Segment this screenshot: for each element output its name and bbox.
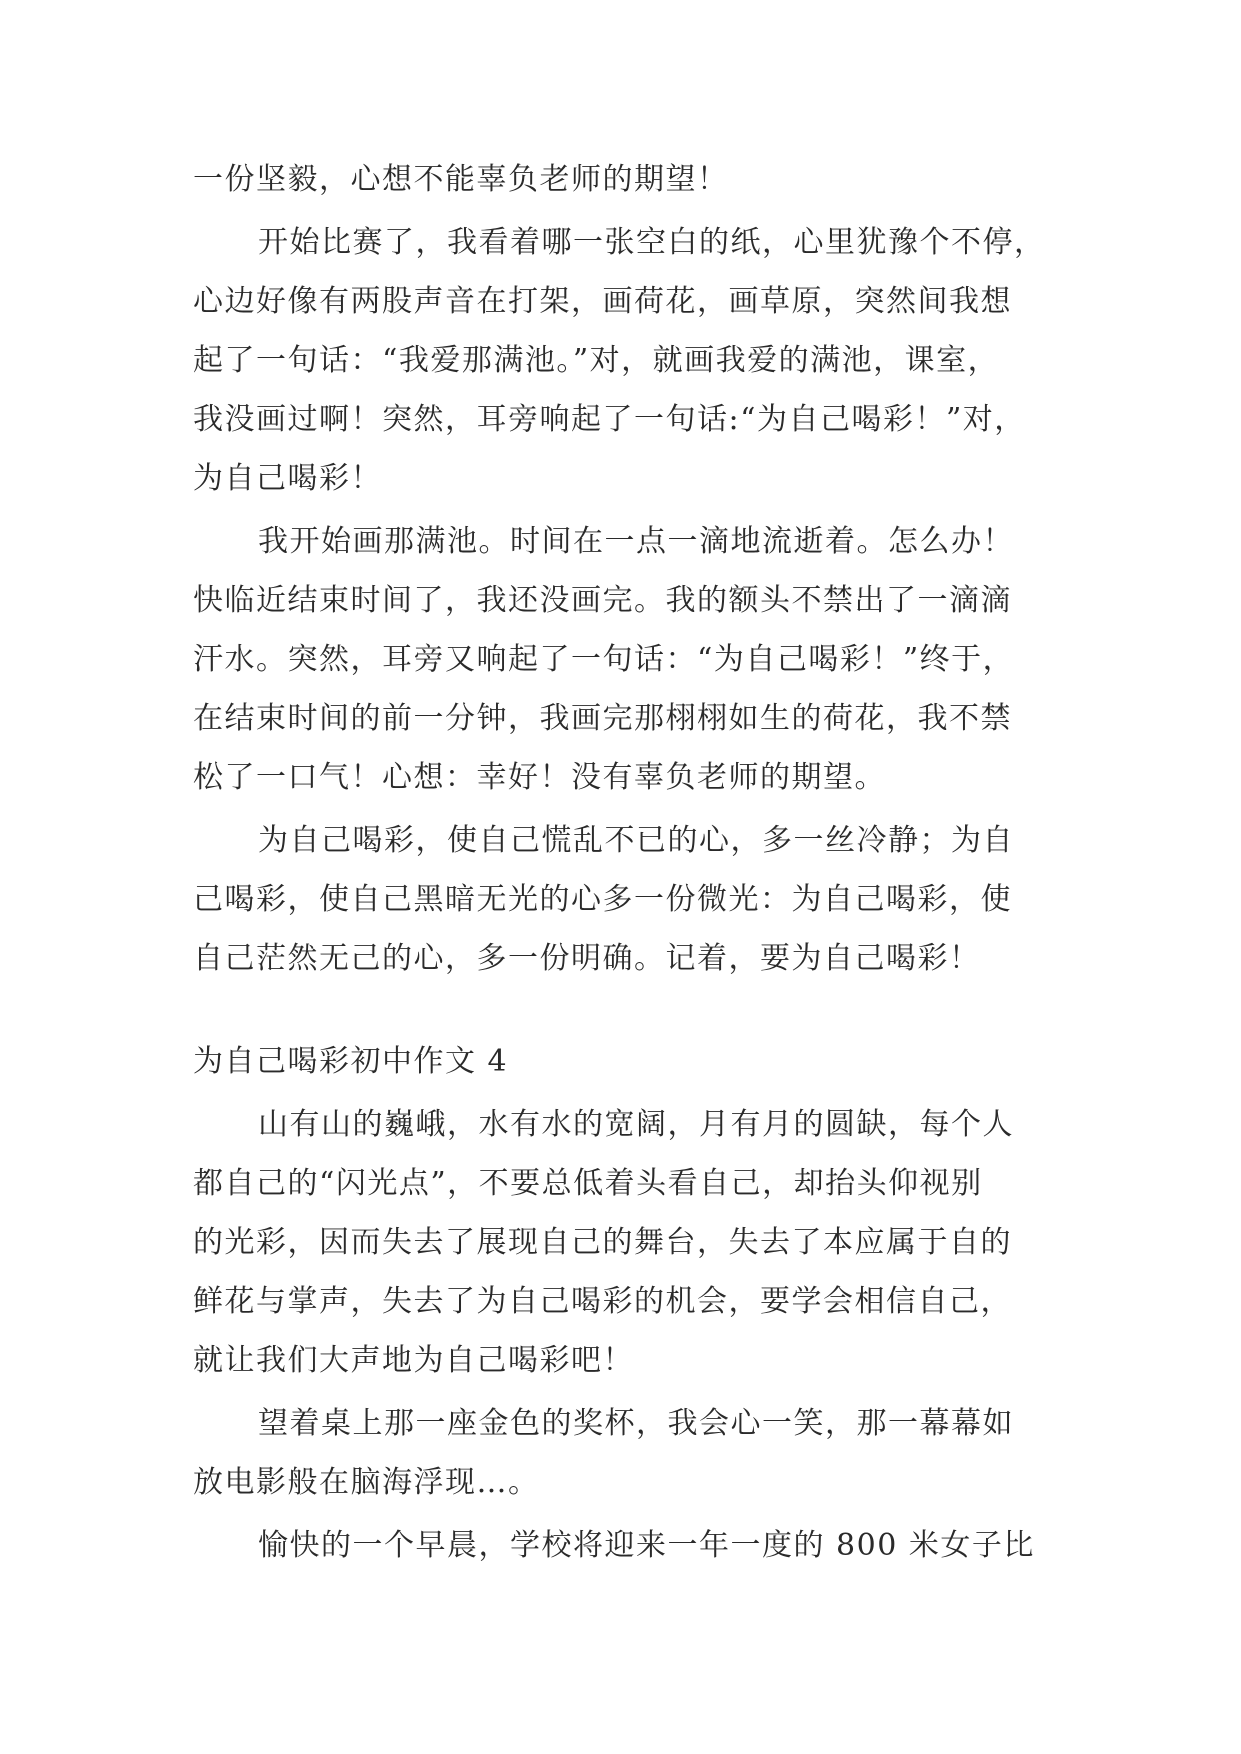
paragraph-line: 汗水。突然，耳旁又响起了一句话：“为自己喝彩！”终于， bbox=[193, 642, 1015, 677]
paragraph-line: 我开始画那满池。时间在一点一滴地流逝着。怎么办！ bbox=[258, 524, 1014, 559]
paragraph-line: 松了一口气！心想：幸好！没有辜负老师的期望。 bbox=[193, 760, 886, 795]
paragraph-line: 望着桌上那一座金色的奖杯，我会心一笑，那一幕幕如 bbox=[258, 1406, 1014, 1441]
paragraph-line: 己喝彩，使自己黑暗无光的心多一份微光：为自己喝彩，使 bbox=[193, 882, 1012, 917]
paragraph-line: 山有山的巍峨，水有水的宽阔，月有月的圆缺，每个人 bbox=[258, 1107, 1014, 1142]
paragraph-line: 心边好像有两股声音在打架，画荷花，画草原，突然间我想 bbox=[193, 284, 1012, 319]
paragraph-line: 在结束时间的前一分钟，我画完那栩栩如生的荷花，我不禁 bbox=[193, 701, 1012, 736]
paragraph-line: 为自己喝彩，使自己慌乱不已的心，多一丝冷静；为自 bbox=[258, 823, 1014, 858]
paragraph-line: 愉快的一个早晨，学校将迎来一年一度的 800 米女子比 bbox=[258, 1528, 1035, 1563]
paragraph-line: 的光彩，因而失去了展现自己的舞台，失去了本应属于自的 bbox=[193, 1225, 1012, 1260]
paragraph-line: 我没画过啊！突然，耳旁响起了一句话:“为自己喝彩！”对， bbox=[193, 402, 1026, 437]
section-heading: 为自己喝彩初中作文 4 bbox=[193, 1044, 509, 1079]
paragraph-line: 鲜花与掌声，失去了为自己喝彩的机会，要学会相信自己， bbox=[193, 1284, 1012, 1319]
paragraph-line: 一份坚毅，心想不能辜负老师的期望！ bbox=[193, 162, 729, 197]
paragraph-line: 快临近结束时间了，我还没画完。我的额头不禁出了一滴滴 bbox=[193, 583, 1012, 618]
paragraph-line: 放电影般在脑海浮现…。 bbox=[193, 1465, 540, 1500]
paragraph-line: 为自己喝彩！ bbox=[193, 461, 382, 496]
paragraph-line: 起了一句话：“我爱那满池。”对，就画我爱的满池，课室， bbox=[193, 343, 1000, 378]
paragraph-line: 都自己的“闪光点”，不要总低着头看自己，却抬头仰视别 bbox=[193, 1166, 983, 1201]
paragraph-line: 自己茫然无己的心，多一份明确。记着，要为自己喝彩！ bbox=[193, 941, 981, 976]
paragraph-line: 开始比赛了，我看着哪一张空白的纸，心里犹豫个不停， bbox=[258, 225, 1046, 260]
paragraph-line: 就让我们大声地为自己喝彩吧！ bbox=[193, 1343, 634, 1378]
